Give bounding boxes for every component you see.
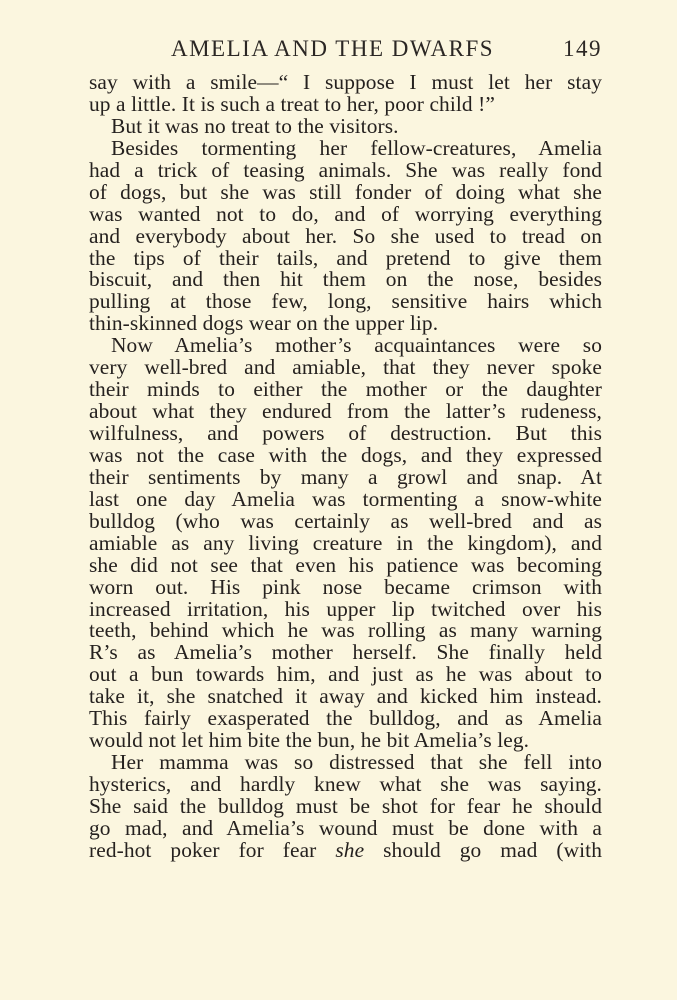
text-after-italic: should go mad (with [364, 837, 603, 862]
page-header [88, 36, 602, 66]
text-line: pulling at those few, long, sensitive hairs which [89, 289, 602, 314]
body-text [89, 72, 602, 862]
running-head: AMELIA AND THE DWARFS [171, 36, 495, 61]
text-line: about what they endured from the latter’s rudeness, [89, 399, 602, 424]
text-line: bulldog (who was certainly as well-bred and as [89, 508, 602, 533]
text-line: take it, she snatched it away and kicked him instead. [89, 684, 602, 709]
text-line: But it was no treat to the visitors. [111, 113, 399, 138]
text-line: of dogs, but she was still fonder of doing what she [89, 179, 602, 204]
text-line: Her mamma was so distressed that she fell into [111, 750, 602, 775]
text-line: very well-bred and amiable, that they never spoke [89, 355, 602, 380]
text-line: and everybody about her. So she used to tread on [89, 223, 602, 248]
text-line: was wanted not to do, and of worrying everything [89, 201, 602, 226]
text-line: amiable as any living creature in the kingdom), and [89, 530, 602, 555]
text-before-italic: red-hot poker for fear [89, 837, 336, 862]
text-line: last one day Amelia was tormenting a snow-white [89, 486, 602, 511]
text-line: Now Amelia’s mother’s acquaintances were so [111, 333, 602, 358]
text-line: up a little. It is such a treat to her, poor child !” [89, 91, 495, 116]
text-line-with-italic [89, 837, 603, 862]
page-number: 149 [563, 36, 602, 61]
text-line: increased irritation, his upper lip twitched over his [89, 596, 602, 621]
text-line: out a bun towards him, and just as he was about to [89, 662, 602, 687]
text-line: was not the case with the dogs, and they expressed [89, 442, 602, 467]
text-line: worn out. His pink nose became crimson with [89, 574, 602, 599]
text-line: would not let him bite the bun, he bit Amelia’s leg. [89, 728, 530, 753]
text-line: their minds to either the mother or the daughter [89, 377, 602, 402]
text-line: hysterics, and hardly knew what she was saying. [89, 772, 602, 796]
text-line: wilfulness, and powers of destruction. But this [89, 421, 602, 445]
text-line: their sentiments by many a growl and snap. At [89, 464, 602, 489]
text-line: She said the bulldog must be shot for fear he should [89, 793, 602, 818]
text-line: the tips of their tails, and pretend to give them [89, 245, 602, 270]
text-line: R’s as Amelia’s mother herself. She finally held [89, 640, 602, 665]
text-line: she did not see that even his patience was becoming [89, 552, 602, 577]
text-line: Besides tormenting her fellow-creatures, Amelia [111, 135, 602, 160]
text-line: thin-skinned dogs wear on the upper lip. [89, 311, 439, 336]
text-line: go mad, and Amelia’s wound must be done with a [89, 815, 602, 840]
text-line: say with a smile—“ I suppose I must let her stay [89, 70, 602, 94]
text-line: biscuit, and then hit them on the nose, besides [89, 267, 602, 292]
text-line: had a trick of teasing animals. She was really fond [89, 157, 602, 182]
italic-word: she [335, 837, 365, 862]
text-line: teeth, behind which he was rolling as many warning [89, 618, 602, 643]
text-line: This fairly exasperated the bulldog, and as Amelia [89, 706, 602, 731]
